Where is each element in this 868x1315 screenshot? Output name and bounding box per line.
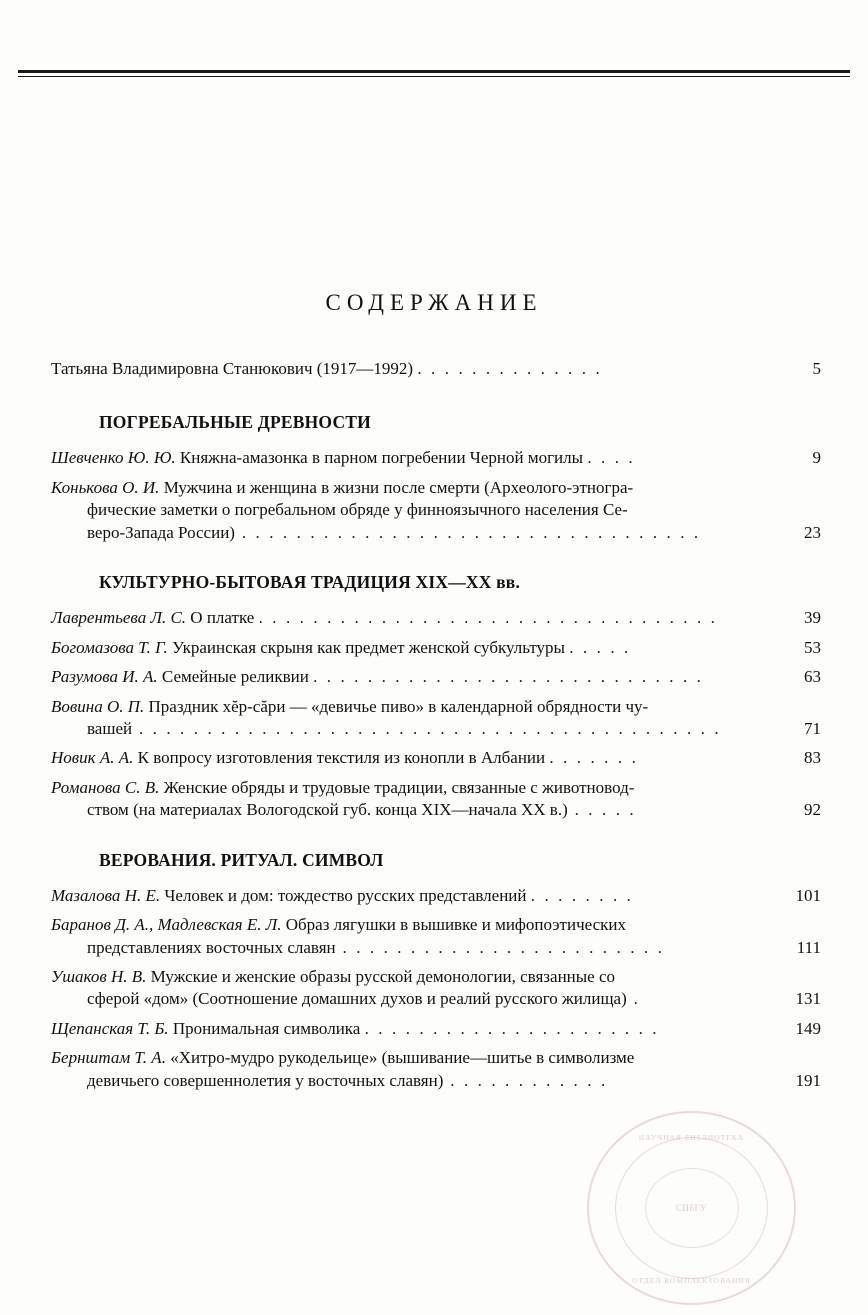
leader-dots: . . . . . — [567, 800, 637, 820]
toc-content — [0, 290, 868, 1099]
toc-entry-page: 5 — [812, 359, 821, 378]
leader-dots: . — [626, 989, 641, 1009]
header-rule-thick — [18, 70, 850, 73]
toc-entry-3-4 — [51, 1018, 821, 1040]
toc-entry-author: Богомазова Т. Г. — [51, 637, 168, 657]
toc-entry-page: 53 — [804, 637, 821, 657]
toc-entry-title-line2-wrap — [51, 937, 763, 959]
section-heading-1: ПОГРЕБАЛЬНЫЕ ДРЕВНОСТИ — [99, 412, 371, 433]
toc-entry-author: Вовина О. П. — [51, 696, 145, 716]
toc-entry-title: Праздник хĕр-сăри — «девичье пиво» в календарной обрядности чу- — [148, 696, 649, 716]
toc-entry-text — [51, 477, 769, 544]
toc-entry-author: Щепанская Т. Б. — [51, 1018, 169, 1038]
toc-entry-2-3 — [51, 666, 821, 688]
toc-entry-title: Татьяна Владимировна Станюкович (1917—1992) — [51, 359, 414, 378]
toc-entry-title-line2: фические заметки о погребальном обряде у финноязычного населения Се- — [87, 500, 628, 520]
toc-entry-title: Княжна-амазонка в парном погребении Черной могилы — [179, 448, 584, 468]
toc-entry-author: Новик А. А. — [51, 748, 134, 768]
leader-dots: . . . . . . . — [549, 748, 639, 768]
header-rule — [18, 70, 850, 77]
toc-entry-3-1 — [51, 885, 821, 907]
toc-entry-title: Пронимальная символика — [172, 1018, 361, 1038]
toc-entry-page: 111 — [796, 937, 821, 957]
toc-entry-page: 71 — [804, 718, 821, 738]
toc-entry-title: Образ лягушки в вышивке и мифопоэтических — [285, 915, 626, 935]
toc-entry-text — [51, 885, 769, 907]
toc-entry-page: 131 — [795, 989, 821, 1009]
toc-entry-author: Разумова И. А. — [51, 667, 158, 687]
toc-entry-author: Конькова О. И. — [51, 477, 160, 497]
leader-dots: . . . . . . . . . . . . — [443, 1070, 608, 1090]
toc-entry-page: 191 — [795, 1070, 821, 1090]
toc-entry-title-line2: представлениях восточных славян — [87, 937, 336, 957]
toc-entry-page: 63 — [804, 667, 821, 687]
toc-entry-title-line3-wrap — [51, 522, 763, 544]
library-stamp — [587, 1111, 796, 1305]
toc-entry-title: Человек и дом: тождество русских представлений — [164, 885, 527, 905]
toc-entry-page: 92 — [804, 800, 821, 820]
toc-entry-3-2 — [51, 914, 821, 959]
toc-entry-title-line2-wrap — [51, 799, 763, 821]
leader-dots: . . . . . — [569, 637, 631, 657]
toc-entry-title: Мужчина и женщина в жизни после смерти (Археолого-этногра- — [163, 477, 634, 497]
stamp-center-text: СПбГУ — [675, 1203, 708, 1213]
toc-entry-text — [51, 637, 769, 659]
toc-entry-title-line2-wrap — [51, 988, 763, 1010]
toc-entry-2-6 — [51, 777, 821, 822]
toc-entry-author: Бернштам Т. А. — [51, 1048, 166, 1068]
stamp-arc-bottom: ОТДЕЛ КОМПЛЕКТОВАНИЯ — [632, 1276, 751, 1285]
toc-entry-text — [51, 666, 769, 688]
toc-body — [39, 358, 829, 1092]
toc-entry-2-4 — [51, 696, 821, 741]
toc-entry-text — [51, 607, 769, 629]
leader-dots: . . . . . . . . . . . . . . — [417, 359, 603, 378]
toc-entry-title-line2: сферой «дом» (Соотношение домашних духов и реалий русского жилища) — [87, 989, 627, 1009]
toc-entry-text — [51, 914, 769, 959]
toc-entry-title: Украинская скрыня как предмет женской субкультуры — [172, 637, 565, 657]
toc-entry-title: О платке — [190, 608, 255, 628]
section-heading-3: ВЕРОВАНИЯ. РИТУАЛ. СИМВОЛ — [99, 849, 384, 870]
toc-entry-memorial — [51, 358, 821, 380]
toc-entry-1-2 — [51, 477, 821, 544]
toc-entry-page: 149 — [795, 1018, 821, 1038]
toc-entry-text — [51, 358, 769, 380]
toc-entry-2-2 — [51, 637, 821, 659]
toc-entry-author: Шевченко Ю. Ю. — [51, 448, 176, 468]
leader-dots: . . . . . . . . . . . . . . . . . . . . . . — [364, 1018, 660, 1038]
leader-dots: . . . . . . . . . . . . . . . . . . . . . . . . . . . . . . . . . . . . . . . . . . . — [132, 718, 722, 738]
toc-entry-author: Баранов Д. А., Мадлевская Е. Л. — [51, 915, 282, 935]
leader-dots: . . . . . . . . — [530, 885, 634, 905]
stamp-arc-top: НАУЧНАЯ БИБЛИОТЕКА — [638, 1133, 745, 1142]
toc-entry-author: Мазалова Н. Е. — [51, 885, 161, 905]
toc-entry-2-1 — [51, 607, 821, 629]
toc-entry-text — [51, 966, 769, 1011]
toc-entry-title: «Хитро-мудро рукодельице» (вышивание—шитье в символизме — [170, 1048, 635, 1068]
toc-entry-title-line2-wrap — [51, 718, 763, 740]
toc-entry-page: 39 — [804, 608, 821, 628]
toc-entry-title: Семейные реликвии — [161, 667, 309, 687]
toc-entry-author: Романова С. В. — [51, 777, 160, 797]
toc-entry-text — [51, 747, 769, 769]
toc-entry-3-3 — [51, 966, 821, 1011]
toc-entry-page: 9 — [812, 448, 821, 468]
toc-entry-title-line2: девичьего совершеннолетия у восточных славян) — [87, 1070, 444, 1090]
section-heading-2: КУЛЬТУРНО-БЫТОВАЯ ТРАДИЦИЯ XIX—XX вв. — [99, 572, 521, 593]
toc-entry-page: 101 — [795, 885, 821, 905]
toc-entry-title: Женские обряды и трудовые традиции, связанные с животновод- — [163, 777, 635, 797]
toc-entry-text — [51, 447, 769, 469]
toc-entry-text — [51, 777, 769, 822]
page-title: СОДЕРЖАНИЕ — [325, 290, 543, 315]
toc-entry-1-1 — [51, 447, 821, 469]
toc-entry-2-5 — [51, 747, 821, 769]
leader-dots: . . . . — [587, 448, 636, 468]
header-rule-thin — [18, 76, 850, 77]
leader-dots: . . . . . . . . . . . . . . . . . . . . . . . . . . . . . — [313, 667, 704, 687]
toc-entry-author: Ушаков Н. В. — [51, 967, 147, 986]
leader-dots: . . . . . . . . . . . . . . . . . . . . . . . . . . . . . . . . . . — [258, 608, 718, 628]
toc-entry-text — [51, 1018, 769, 1040]
toc-entry-3-5 — [51, 1047, 821, 1092]
toc-entry-title: Мужские и женские образы русской демонологии, связанные со — [150, 967, 616, 986]
toc-entry-title-line2: ством (на материалах Вологодской губ. конца XIX—начала XX в.) — [87, 800, 568, 820]
toc-entry-page: 83 — [804, 748, 821, 768]
toc-entry-text — [51, 696, 769, 741]
toc-entry-author: Лаврентьева Л. С. — [51, 608, 187, 628]
toc-entry-title-line3: веро-Запада России) — [87, 522, 235, 542]
toc-entry-page: 23 — [804, 522, 821, 542]
leader-dots: . . . . . . . . . . . . . . . . . . . . . . . . — [335, 937, 665, 957]
toc-entry-title: К вопросу изготовления текстиля из конопли в Албании — [137, 748, 546, 768]
leader-dots: . . . . . . . . . . . . . . . . . . . . . . . . . . . . . . . . . . — [234, 522, 701, 542]
toc-entry-title-line2: вашей — [87, 718, 133, 738]
toc-entry-title-line2-wrap — [51, 1070, 763, 1092]
toc-entry-text — [51, 1047, 769, 1092]
